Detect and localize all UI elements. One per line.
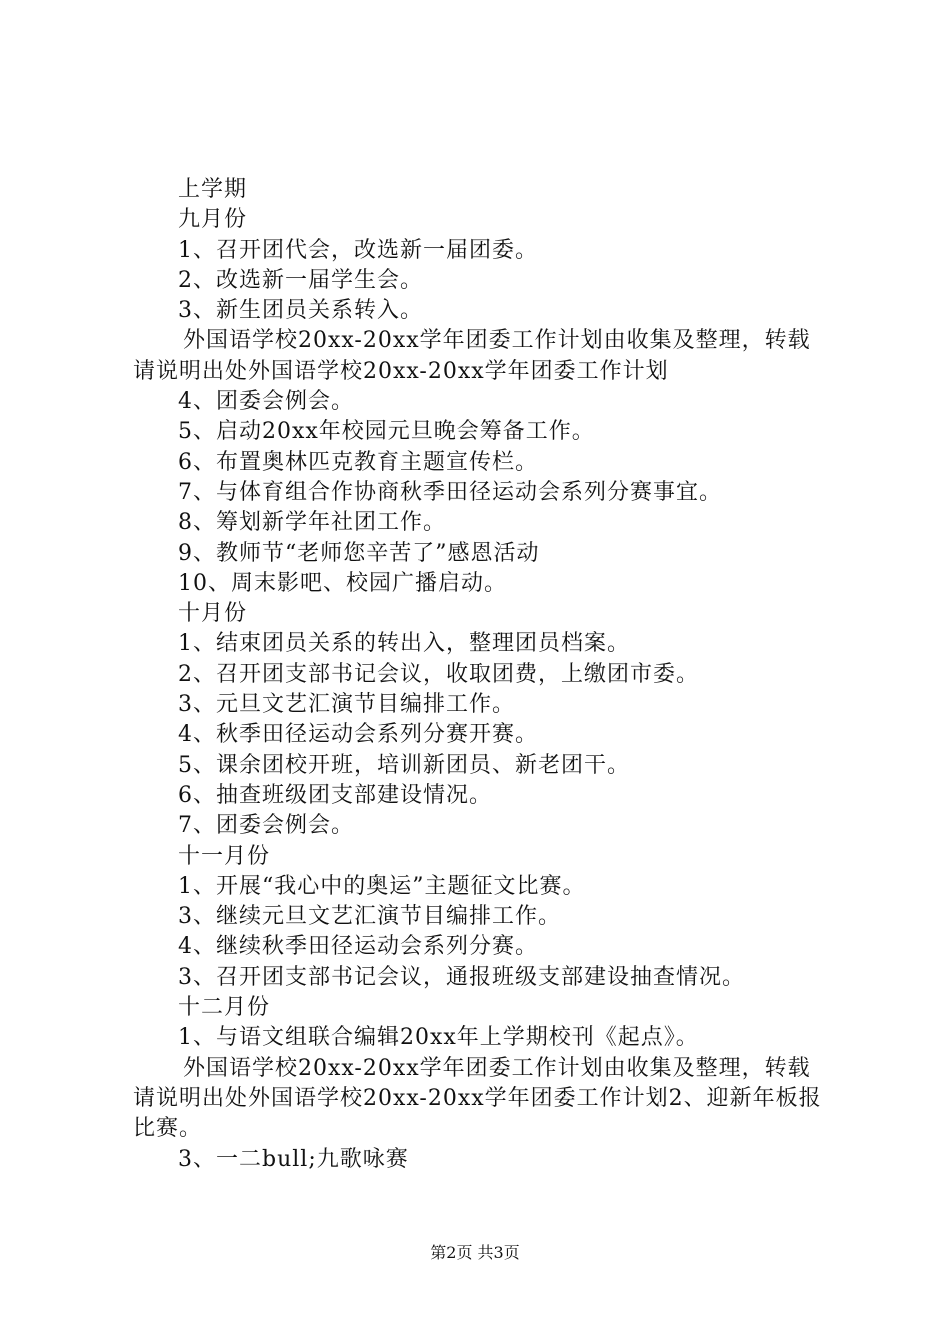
section-heading-first-semester: 上学期 xyxy=(178,177,248,202)
list-item: 4、秋季田径运动会系列分赛开赛。 xyxy=(178,722,538,748)
month-heading-september: 九月份 xyxy=(178,207,248,233)
list-item: 5、课余团校开班，培训新团员、新老团干。 xyxy=(178,752,630,778)
list-item: 2、召开团支部书记会议，收取团费，上缴团市委。 xyxy=(178,661,699,687)
list-item: 3、元旦文艺汇演节目编排工作。 xyxy=(178,692,515,718)
list-item: 6、布置奥林匹克教育主题宣传栏。 xyxy=(178,449,538,475)
document-body xyxy=(133,175,833,1175)
list-item: 3、新生团员关系转入。 xyxy=(178,298,423,324)
list-item: 1、开展“我心中的奥运”主题征文比赛。 xyxy=(178,873,586,899)
source-note-paragraph: 外国语学校20xx-20xx学年团委工作计划由收集及整理，转载请说明出处外国语学校20xx-20xx学年团委工作计划 xyxy=(133,328,811,384)
list-item: 4、继续秋季田径运动会系列分赛。 xyxy=(178,934,538,960)
list-item: 7、团委会例会。 xyxy=(178,813,354,839)
list-item: 2、改选新一届学生会。 xyxy=(178,267,423,293)
page-number-footer: 第2页 共3页 xyxy=(430,1243,520,1262)
list-item: 1、与语文组联合编辑20xx年上学期校刊《起点》。 xyxy=(178,1025,699,1051)
month-heading-december: 十二月份 xyxy=(178,995,271,1021)
list-item: 10、周末影吧、校园广播启动。 xyxy=(178,570,507,596)
list-item: 3、一二bull;九歌咏赛 xyxy=(178,1146,409,1172)
list-item: 8、筹划新学年社团工作。 xyxy=(178,510,446,536)
list-item: 9、教师节“老师您辛苦了”感恩活动 xyxy=(178,540,540,566)
list-item: 4、团委会例会。 xyxy=(178,389,354,415)
list-item: 5、启动20xx年校园元旦晚会筹备工作。 xyxy=(178,419,595,445)
list-item: 1、结束团员关系的转出入，整理团员档案。 xyxy=(178,631,630,657)
list-item: 3、继续元旦文艺汇演节目编排工作。 xyxy=(178,904,561,930)
month-heading-november: 十一月份 xyxy=(178,843,271,869)
list-item: 7、与体育组合作协商秋季田径运动会系列分赛事宜。 xyxy=(178,479,722,505)
list-item: 6、抽查班级团支部建设情况。 xyxy=(178,782,492,808)
month-heading-october: 十月份 xyxy=(178,601,248,627)
list-item: 1、召开团代会，改选新一届团委。 xyxy=(178,237,538,263)
source-note-paragraph: 外国语学校20xx-20xx学年团委工作计划由收集及整理，转载请说明出处外国语学校20xx-20xx学年团委工作计划2、迎新年板报比赛。 xyxy=(133,1055,822,1142)
list-item: 3、召开团支部书记会议，通报班级支部建设抽查情况。 xyxy=(178,964,745,990)
